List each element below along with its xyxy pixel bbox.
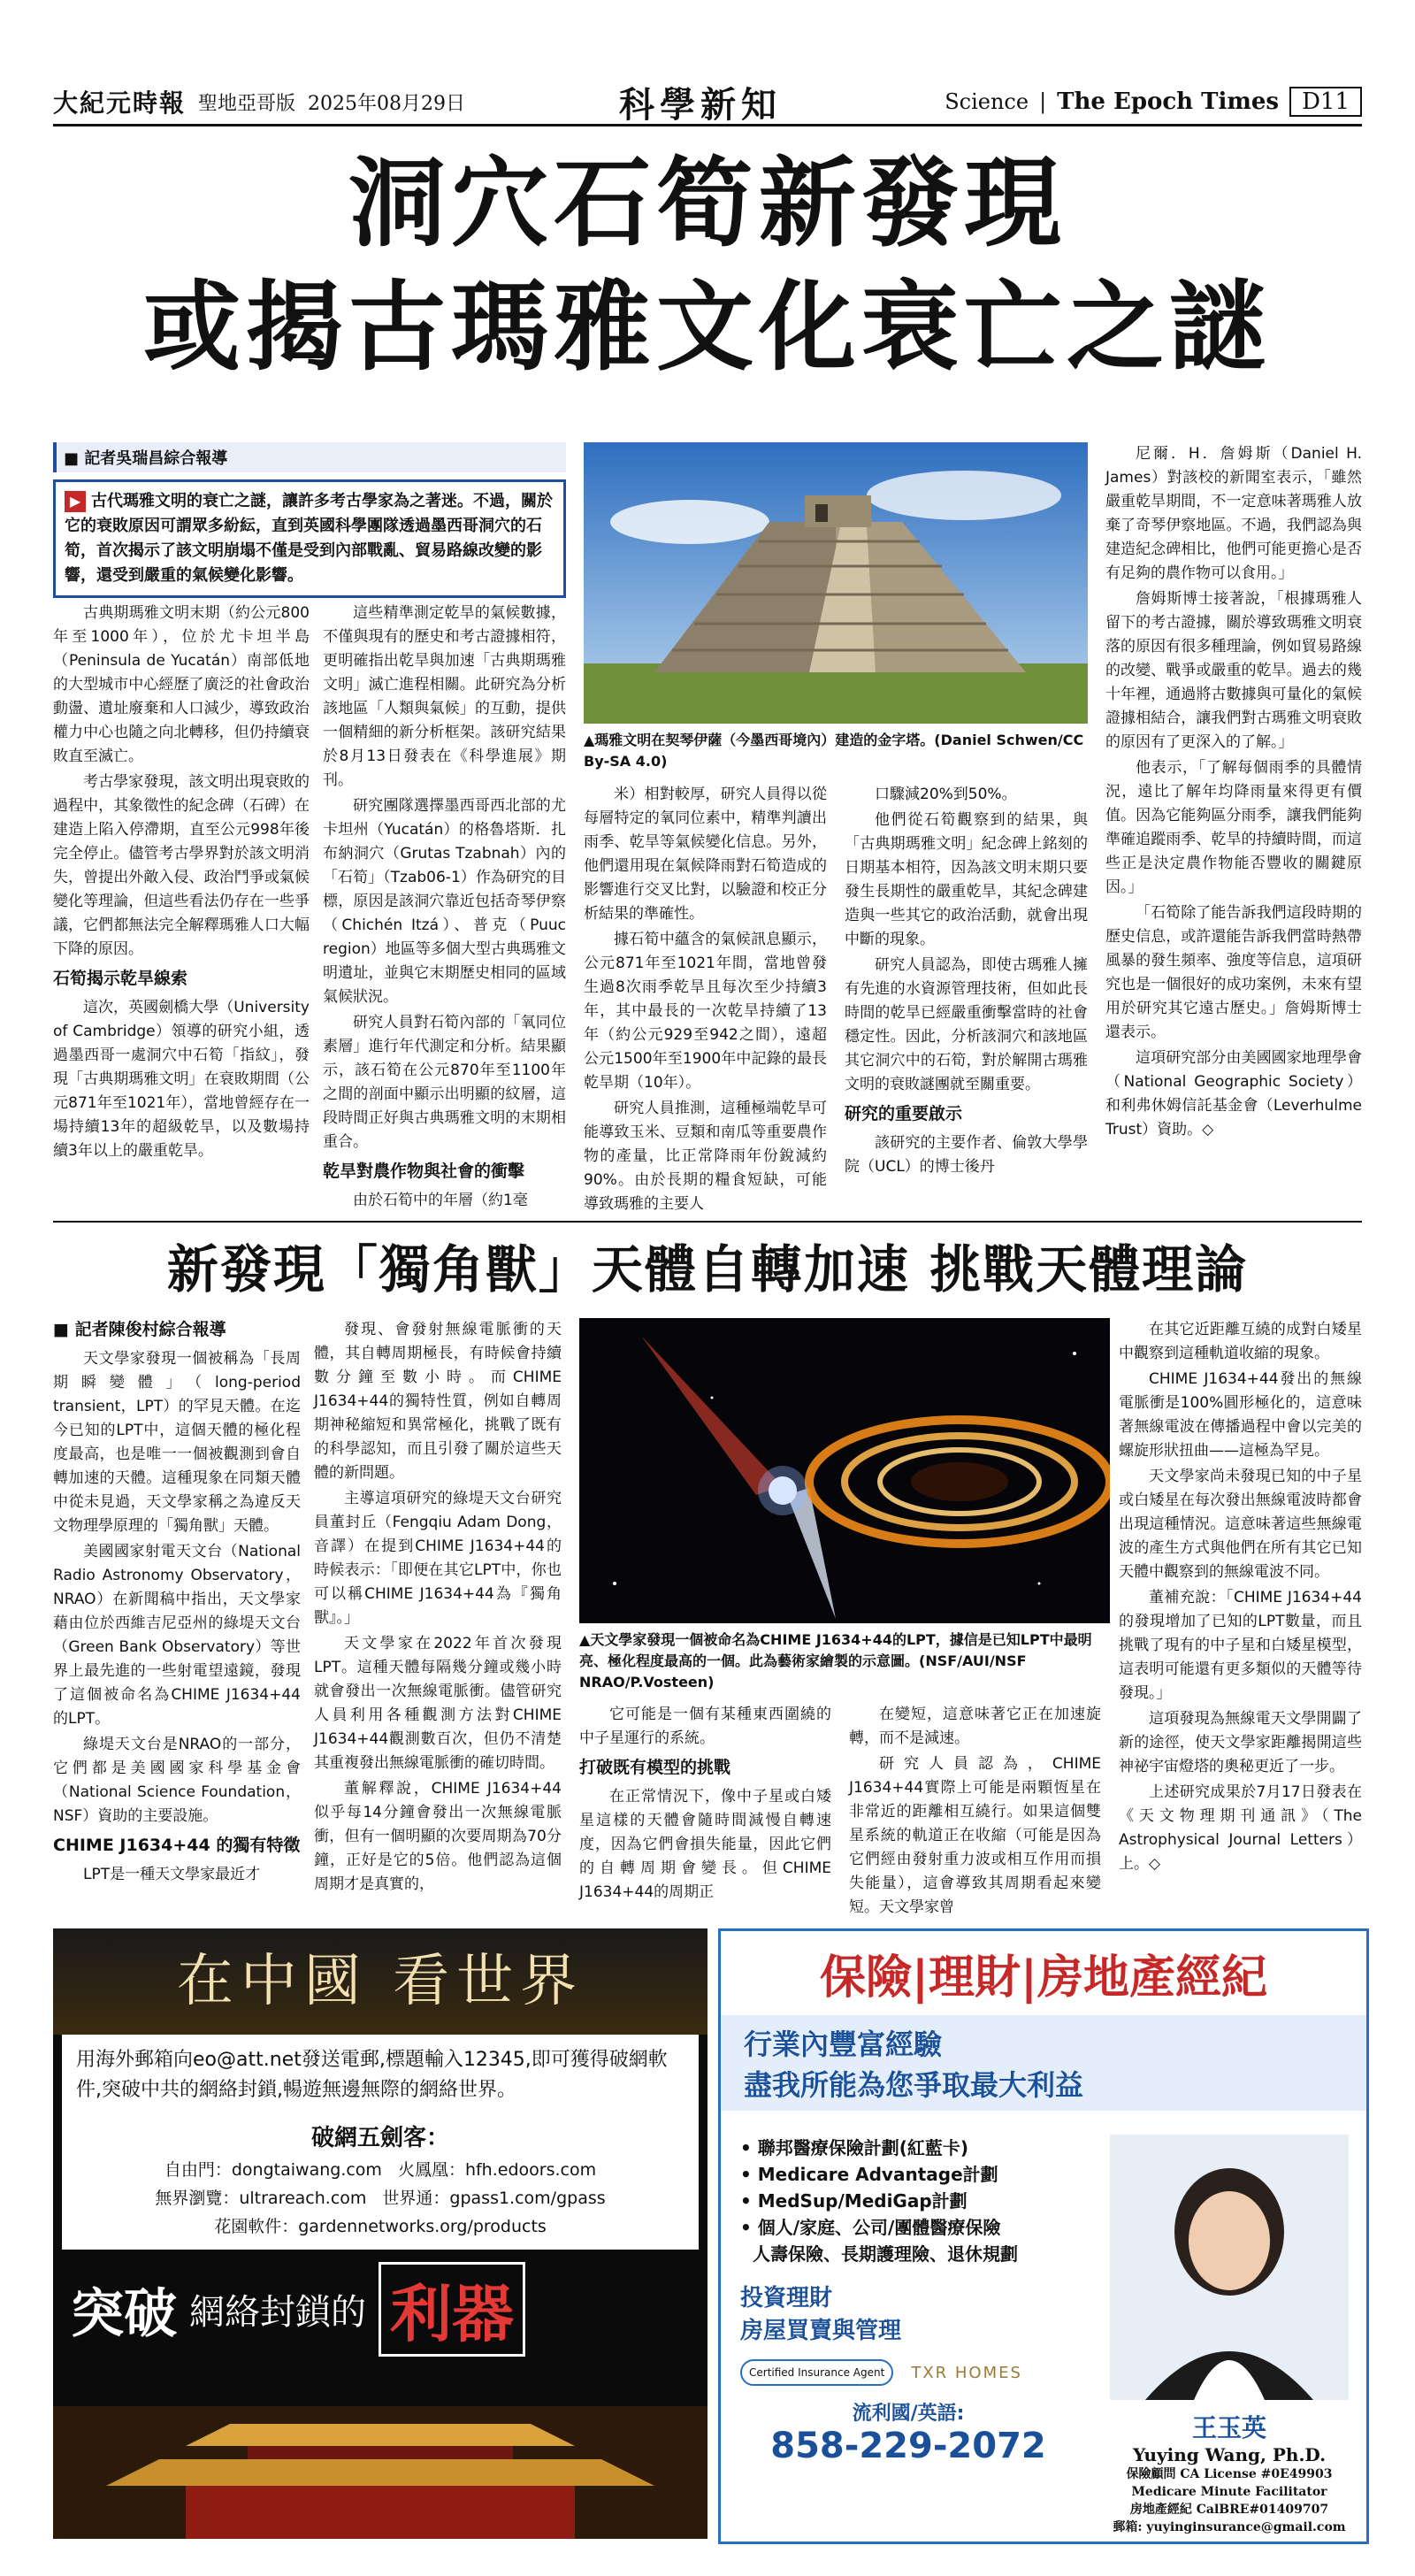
section-en: Science <box>945 89 1029 114</box>
ad-left-subtitle: 破網五劍客： <box>310 2125 449 2151</box>
ad-right-title: 保險|理財|房地產經紀 <box>820 1951 1267 2005</box>
newspaper-logo: 大紀元時報 <box>53 88 187 118</box>
ad-right-taglines <box>721 2015 1366 2111</box>
article1-headline-line1: 洞穴石筍新發現 <box>348 146 1067 260</box>
paragraph: 董解釋說，CHIME J1634+44似乎每14分鐘會發出一次無線電脈衝，但有一個明顯的次要周期為70分鐘，正好是它的5倍。他們認為這個周期才是真實的， <box>314 1780 562 1893</box>
slogan-2: 網絡封鎖的 <box>189 2292 366 2333</box>
paragraph: 古典期瑪雅文明末期（約公元800年至1000年），位於尤卡坦半島（Peninsula de Yucatán）南部低地的大型城市中心經歷了廣泛的社會政治動盪、遺址廢棄和人口減少，導致政治權力中心也隨之向北轉移，但仍持續衰敗直至滅亡。 <box>53 604 310 765</box>
article1-col1 <box>53 602 310 1165</box>
paragraph: 這項發現為無線電天文學開闢了新的途徑，使天文學家距離揭開這些神祕宇宙燈塔的奧秘更近了一步。 <box>1119 1710 1362 1775</box>
phone-number[interactable]: 858-229-2072 <box>770 2426 1046 2466</box>
article1-headline-line2: 或揭古瑪雅文化衰亡之謎 <box>143 270 1272 384</box>
agent-name-en: Yuying Wang, Ph.D. <box>1132 2444 1327 2465</box>
license-2: Medicare Minute Facilitator <box>1131 2485 1327 2499</box>
article1-col5 <box>1105 442 1362 1144</box>
agent-photo <box>1110 2135 1349 2400</box>
date-label: 2025年08月29日 <box>308 92 466 115</box>
ad-right-list <box>740 2135 1076 2466</box>
paragraph: 由於石筍中的年層（約1毫 <box>353 1192 528 1209</box>
tagline-1: 行業內豐富經驗 <box>744 2028 943 2061</box>
article1-lead-text: 古代瑪雅文明的衰亡之謎，讓許多考古學家為之著迷。不過，關於它的衰敗原因可謂眾多紛紜，直到英國科學團隊透過墨西哥洞穴的石筍，首次揭示了該文明崩塌不僅是受到內部戰亂、貿易路線改變的影響，還受到嚴重的氣候變化影響。 <box>65 492 553 585</box>
paragraph: 考古學家發現，該文明出現衰敗的過程中，其象徵性的紀念碑（石碑）在建造上陷入停滯期，直至公元998年後完全停止。儘管考古學界對於該文明消失，曾提出外敵入侵、政治鬥爭或氣候變化等理論，但這些看法仍存在一些爭議，它們都無法完全解釋瑪雅人口大幅下降的原因。 <box>53 773 310 958</box>
article2-col2 <box>314 1318 562 1898</box>
gate-icon <box>53 2406 708 2539</box>
paragraph: 研究人員對石筍內部的「氧同位素層」進行年代測定和分析。結果顯示，該石筍在公元870年至1100年之間的剖面中顯示出明顯的紋層，這段時間正好與古典瑪雅文明的末期相重合。 <box>323 1014 566 1151</box>
paragraph: 在正常情況下，像中子星或白矮星這樣的天體會隨時間減慢自轉速度，因為它們會損失能量，因此它們的自轉周期會變長。但CHIME J1634+44的周期正 <box>579 1788 831 1901</box>
article2-col3 <box>579 1703 831 1906</box>
paragraph: 天文學家在2022年首次發現LPT。這種天體每隔幾分鐘或幾小時就會發出一次無線電脈衝。儘管研究人員利用各種觀測方法對CHIME J1634+44觀測數百次，但仍不清楚其重複發出無線電脈衝的確切時間。 <box>314 1635 562 1772</box>
article2-headline: 新發現「獨角獸」天體自轉加速 挑戰天體理論 <box>166 1239 1249 1300</box>
ad-left-links-box <box>62 2116 699 2250</box>
paragraph: 在變短，這意味著它正在加速旋轉，而不是減速。 <box>849 1706 1101 1747</box>
license-3: 房地產經紀 CalBRE#01409707 <box>1129 2503 1329 2517</box>
paragraph: 他們從石筍觀察到的結果，與「古典期瑪雅文明」紀念碑上銘刻的日期基本相符，因為該文明末期只要發生長期性的嚴重乾旱，其紀念碑建造與一些其它的政治活動，就會出現中斷的現象。 <box>845 811 1088 948</box>
paragraph: 口驟減20%到50%。 <box>875 786 1017 803</box>
pyramid-illustration <box>584 442 1088 724</box>
lpt-image <box>579 1318 1110 1623</box>
masthead-right <box>945 87 1362 117</box>
link-firephoenix[interactable]: 火鳳凰：hfh.edoors.com <box>397 2160 597 2180</box>
subheading: 研究的重要啟示 <box>845 1104 963 1123</box>
ad-left-text: 用海外郵箱向eo@att.net發送電郵,標題輸入12345,即可獲得破網軟件,突破中共的網絡封鎖,暢遊無邊無際的網絡世界。 <box>62 2035 699 2116</box>
certified-badge: Certified Insurance Agent <box>740 2359 893 2386</box>
list-item: 人壽保險、長期護理險、退休規劃 <box>753 2243 1018 2265</box>
slogan-3: 利器 <box>379 2262 525 2357</box>
paragraph: 綠堤天文台是NRAO的一部分，它們都是美國國家科學基金會（National Science Foundation，NSF）資助的主要設施。 <box>53 1736 301 1825</box>
masthead <box>53 80 1362 126</box>
subheading: 乾旱對農作物與社會的衝擊 <box>323 1162 525 1181</box>
person-icon <box>1110 2135 1349 2400</box>
paragraph: 研究人員認為，CHIME J1634+44實際上可能是兩顆恆星在非常近的距離相互繞行。如果這個雙星系統的軌道正在收縮（可能是因為它們經由發射重力波或相互作用而損失能量），這會導致其周期看起來變短。天文學家曾 <box>849 1755 1101 1916</box>
tagline-2: 盡我所能為您爭取最大利益 <box>744 2068 1084 2102</box>
paragraph: 這些精準測定乾旱的氣候數據，不僅與現有的歷史和考古證據相符，更明確指出乾旱與加速「古典期瑪雅文明」滅亡進程相關。此研究為分析該地區「人類與氣候」的互動，提供一個精細的新分析框架。該研究結果於8月13日發表在《科學進展》期刊。 <box>323 604 566 789</box>
paragraph: 尼爾．H．詹姆斯（Daniel H. James）對該校的新聞室表示，「雖然嚴重乾旱期間，不一定意味著瑪雅人放棄了奇琴伊察地區。不過，我們認為與建造紀念碑相比，他們可能更擔心是否有足夠的農作物可以食用。」 <box>1105 445 1362 582</box>
paragraph: 它可能是一個有某種東西圍繞的中子星運行的系統。 <box>579 1706 831 1747</box>
lpt-caption: ▲天文學家發現一個被命名為CHIME J1634+44的LPT，據信是已知LPT中最明亮、極化程度最高的一個。此為藝術家繪製的示意圖。(NSF/AUI/NSF NRAO/P.Vosteen) <box>579 1631 1092 1690</box>
paragraph: 發現、會發射無線電脈衝的天體，其自轉周期極長，有時候會持續數分鐘至數小時。而CHIME J1634+44的獨特性質，例如自轉周期神秘縮短和異常極化，挑戰了既有的科學認知，而且引發了關於這些天體的新問題。 <box>314 1321 562 1482</box>
list-item: • Medicare Advantage計劃 <box>740 2164 998 2185</box>
brand-en: The Epoch Times <box>1057 88 1280 115</box>
paragraph: 這次，英國劍橋大學（University of Cambridge）領導的研究小組，透過墨西哥一處洞穴中石筍「指紋」，發現「古典期瑪雅文明」在衰敗期間（公元871年至1021年），當地曾經存在一場持續13年的超級乾旱，以及數場持續3年以上的嚴重乾旱。 <box>53 999 310 1160</box>
article2-col1 <box>53 1318 301 1889</box>
paragraph: 研究人員推測，這種極端乾旱可能導致玉米、豆類和南瓜等重要農作物的產量，比正常降雨年份銳減約90%。由於長期的糧食短缺，可能導致瑪雅的主要人 <box>584 1100 827 1213</box>
paragraph: 他表示，「了解每個雨季的具體情況，遠比了解年均降雨量來得更有價值。因為它能夠區分雨季，讓我們能夠準確追蹤雨季、乾旱的持續時間，而這些正是決定農作物能否豐收的關鍵原因。」 <box>1105 759 1362 896</box>
agent-info <box>1110 2409 1349 2536</box>
link-freegate[interactable]: 自由門：dongtaiwang.com <box>164 2160 382 2180</box>
paragraph: 這項研究部分由美國國家地理學會（National Geographic Society）和利弗休姆信託基金會（Leverhulme Trust）資助。◇ <box>1105 1049 1362 1138</box>
list-item: • 個人/家庭、公司/團體醫療保險 <box>740 2217 1001 2238</box>
paragraph: CHIME J1634+44發出的無線電脈衝是100%圓形極化的，這意味著無線電波在傳播過程中會以完美的螺旋形狀扭曲——這極為罕見。 <box>1119 1370 1362 1460</box>
agent-email[interactable]: 郵箱: yuyinginsurance@gmail.com <box>1113 2520 1346 2534</box>
article2-col5 <box>1119 1318 1362 1878</box>
link-gpass[interactable]: 世界通：gpass1.com/gpass <box>382 2189 606 2208</box>
link-ultrasurf[interactable]: 無界瀏覽：ultrareach.com <box>155 2189 367 2208</box>
ad-insurance[interactable] <box>718 1928 1369 2544</box>
article1-lead-block <box>53 442 566 598</box>
subheading: 石筍揭示乾旱線索 <box>53 969 188 988</box>
article2-col4 <box>849 1703 1101 1921</box>
article1-col2 <box>323 602 566 1215</box>
article1-byline: ■ 記者吳瑞昌綜合報導 <box>53 442 566 472</box>
license-1: 保險顧問 CA License #0E49903 <box>1126 2467 1333 2481</box>
paragraph: 據石筍中蘊含的氣候訊息顯示，公元871年至1021年間，當地曾發生過8次雨季乾旱且每次至少持續3年，其中最長的一次乾旱持續了13年（約公元929至942之間），遠超公元1500年至1900年中記錄的最長乾旱期（10年）。 <box>584 931 827 1092</box>
link-garden[interactable]: 花園軟件：gardennetworks.org/products <box>214 2217 547 2236</box>
subheading: 打破既有模型的挑戰 <box>579 1758 731 1777</box>
arrow-icon: ▶ <box>65 491 86 512</box>
paragraph: 主導這項研究的綠堤天文台研究員董封丘（Fengqiu Adam Dong，音譯）在提到CHIME J1634+44的時候表示：「即便在其它LPT中，你也可以稱CHIME J1634+44為『獨角獸』。」 <box>314 1490 562 1627</box>
slogan-1: 突破 <box>71 2282 177 2345</box>
invest-line-1: 投資理財 <box>740 2285 833 2312</box>
badges <box>740 2359 1076 2386</box>
paragraph: LPT是一種天文學家最近才 <box>83 1866 261 1883</box>
agent-name-cn: 王玉英 <box>1191 2413 1266 2442</box>
ad-left-title: 在中國 看世界 <box>53 1928 708 2035</box>
txr-logo: TXR HOMES <box>911 2363 1022 2382</box>
subheading: CHIME J1634+44 的獨有特徵 <box>53 1836 301 1855</box>
paragraph: 天文學家尚未發現已知的中子星或白矮星在每次發出無線電波時都會出現這種情況。這意味著這些無線電波的產生方式與他們在所有其它已知天體中觀察到的無線電波不同。 <box>1119 1468 1362 1581</box>
page-number: D11 <box>1289 87 1362 117</box>
section-title: 科學新知 <box>619 83 782 126</box>
article1-lead <box>53 479 566 598</box>
paragraph: 米）相對較厚，研究人員得以從每層特定的氧同位素中，精準判讀出雨季、乾旱等氣候變化信息。另外，他們還用現在氣候降雨對石筍造成的影響進行交叉比對，以驗證和校正分析結果的準確性。 <box>584 786 827 923</box>
pyramid-caption: ▲瑪雅文明在契琴伊薩（今墨西哥境內）建造的金字塔。(Daniel Schwen/CC By-SA 4.0) <box>584 732 1084 770</box>
ad-breakthrough-firewall[interactable] <box>53 1928 708 2539</box>
paragraph: 董補充說：「CHIME J1634+44的發現增加了已知的LPT數量，而且挑戰了現有的中子星和白矮星模型，這表明可能還有更多類似的天體等待發現。」 <box>1119 1589 1362 1702</box>
paragraph: 上述研究成果於7月17日發表在《天文物理期刊通訊》（The Astrophysical Journal Letters）上。◇ <box>1119 1783 1362 1873</box>
ad-left-slogan <box>53 2250 708 2369</box>
list-item: • 聯邦醫療保險計劃(紅藍卡) <box>740 2137 969 2158</box>
ad-left-links <box>76 2158 685 2239</box>
paragraph: 該研究的主要作者、倫敦大學學院（UCL）的博士後丹 <box>845 1134 1088 1176</box>
section-divider <box>53 1221 1362 1223</box>
divider: | <box>1039 89 1047 114</box>
paragraph: 「石筍除了能告訴我們這段時期的歷史信息，或許還能告訴我們當時熱帶風暴的發生頻率、強度等信息，這項研究也是一個很好的成功案例，未來有望用於研究其它遠古歷史。」詹姆斯博士還表示。 <box>1105 904 1362 1041</box>
phone-label: 流利國/英語: <box>852 2403 965 2425</box>
edition-label: 聖地亞哥版 <box>198 92 296 115</box>
pyramid-image <box>584 442 1088 724</box>
paragraph: 詹姆斯博士接著說，「根據瑪雅人留下的考古證據，關於導致瑪雅文明衰落的原因有很多種理論，例如貿易路線的改變、戰爭或嚴重的乾旱。過去的幾十年裡，通過將古數據與可量化的氣候證據相結合，讓我們對古瑪雅文明衰敗的原因有了更深入的了解。」 <box>1105 590 1362 751</box>
paragraph: 天文學家發現一個被稱為「長周期瞬變體」（long-period transient，LPT）的罕見天體。在迄今已知的LPT中，這個天體的極化程度最高，也是唯一一個被觀測到會自轉加速的天體。這種現象在同類天體中從未見過，天文學家稱之為違反天文物理學原理的「獨角獸」天體。 <box>53 1350 301 1535</box>
list-item: • MedSup/MediGap計劃 <box>740 2190 968 2212</box>
paragraph: 研究團隊選擇墨西哥西北部的尤卡坦州（Yucatán）的格魯塔斯．扎布納洞穴（Grutas Tzabnah）內的「石筍」（Tzab06-1）作為研究的目標，原因是該洞穴靠近包括奇琴伊察（Chichén Itzá）、普克（Puuc region）地區等多個大型古典瑪雅文明遺址，並與它末期歷史相同的區域氣候狀況。 <box>323 797 566 1006</box>
paragraph: 美國國家射電天文台（National Radio Astronomy Observatory，NRAO）在新聞稿中指出，天文學家藉由位於西維吉尼亞州的綠堤天文台（Green Bank Observatory）等世界上最先進的一些射電望遠鏡，發現了這個被命名為CHIME J1634+44的LPT。 <box>53 1543 301 1728</box>
masthead-left <box>53 84 465 119</box>
paragraph: 在其它近距離互繞的成對白矮星中觀察到這種軌道收縮的現象。 <box>1119 1321 1362 1362</box>
paragraph: 研究人員認為，即使古瑪雅人擁有先進的水資源管理技術，但如此長時間的乾旱已經嚴重衝擊當時的社會穩定性。因此，分析該洞穴和該地區其它洞穴中的石筍，對於解開古瑪雅文明的衰敗謎團就至關重要。 <box>845 956 1088 1093</box>
lpt-illustration <box>579 1318 1110 1623</box>
invest-line-2: 房屋買賣與管理 <box>740 2318 902 2344</box>
article1-col3 <box>584 783 827 1218</box>
article2-byline: ■ 記者陳俊村綜合報導 <box>53 1320 226 1339</box>
article1-col4 <box>845 783 1088 1181</box>
